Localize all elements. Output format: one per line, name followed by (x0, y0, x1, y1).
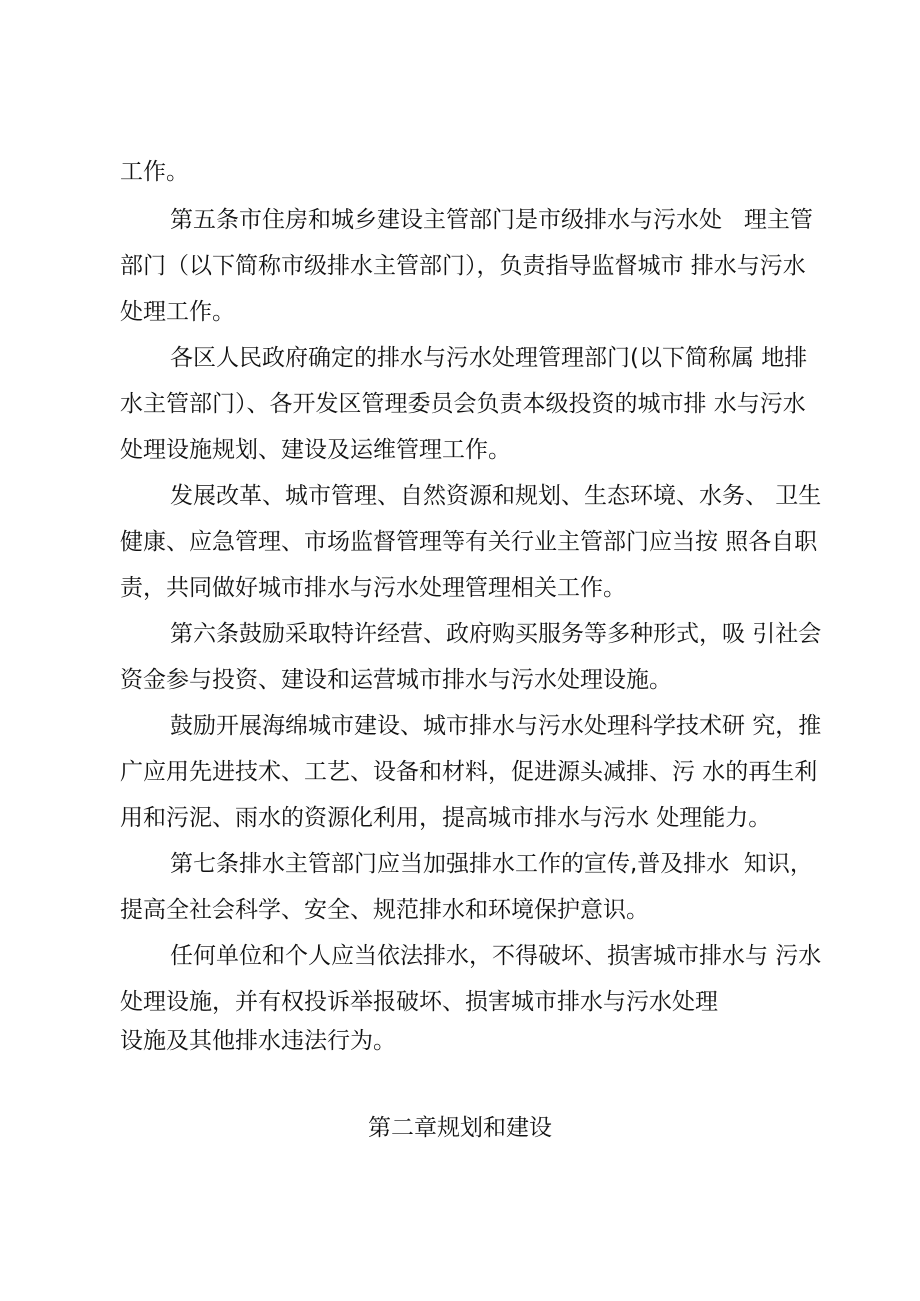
text-line: 提高全社会科学、安全、规范排水和环境保护意识。 (120, 897, 649, 923)
text-line: 鼓励开展海绵城市建设、城市排水与污水处理科学技术研 究，推 (170, 713, 822, 739)
text-line: 处理设施，并有权投诉举报破坏、损害城市排水与污水处理 (120, 989, 718, 1015)
chapter-heading: 第二章规划和建设 (368, 1115, 552, 1141)
text-line: 处理设施规划、建设及运维管理工作。 (120, 437, 511, 463)
text-line: 处理工作。 (120, 299, 235, 325)
text-line: 健康、应急管理、市场监督管理等有关行业主管部门应当按 照各自职 (120, 529, 818, 555)
text-line: 发展改革、城市管理、自然资源和规划、生态环境、水务、 卫生 (170, 483, 822, 509)
text-line: 第六条鼓励采取特许经营、政府购买服务等多种形式，吸 引社会 (170, 621, 822, 647)
text-line: 资金参与投资、建设和运营城市排水与污水处理设施。 (120, 667, 672, 693)
text-line: 各区人民政府确定的排水与污水处理管理部门(以下简称属 地排 (170, 345, 808, 371)
text-line: 设施及其他排水违法行为。 (120, 1028, 396, 1054)
text-line: 任何单位和个人应当依法排水，不得破坏、损害城市排水与 污水 (170, 943, 822, 969)
text-line: 工作。 (120, 159, 189, 185)
text-line: 部门（以下简称市级排水主管部门），负责指导监督城市 排水与污水 (120, 253, 806, 279)
text-line: 水主管部门）、各开发区管理委员会负责本级投资的城市排 水与污水 (120, 391, 806, 417)
text-line: 广应用先进技术、工艺、设备和材料，促进源头减排、污 水的再生利 (120, 759, 818, 785)
text-line: 责，共同做好城市排水与污水处理管理相关工作。 (120, 575, 626, 601)
text-line: 第七条排水主管部门应当加强排水工作的宣传,普及排水 知识， (170, 851, 813, 877)
text-line: 第五条市住房和城乡建设主管部门是市级排水与污水处 理主管 (170, 207, 813, 233)
text-line: 用和污泥、雨水的资源化利用，提高城市排水与污水 处理能力。 (120, 805, 772, 831)
